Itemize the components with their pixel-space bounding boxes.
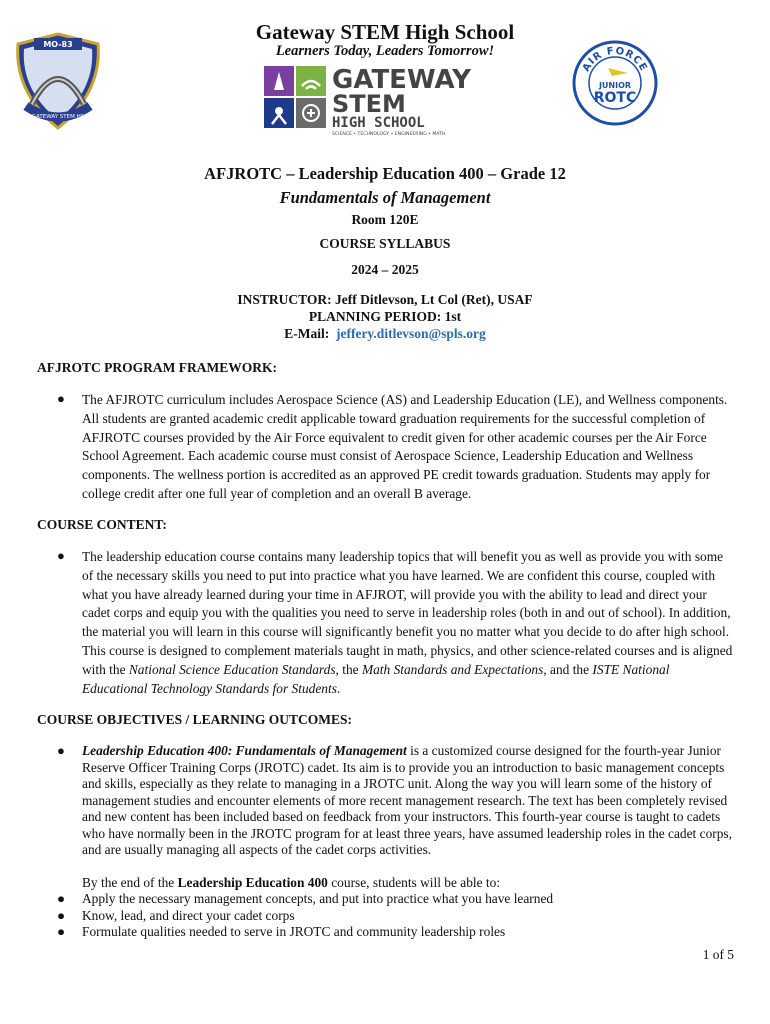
email-link[interactable]: jeffery.ditlevson@spls.org <box>335 326 486 341</box>
air-force-jrotc-logo <box>572 40 658 126</box>
instructor-line: INSTRUCTOR: Jeff Ditlevson, Lt Col (Ret), USAF <box>237 292 533 307</box>
separator-text: , the <box>335 661 362 677</box>
school-year: 2024 – 2025 <box>351 262 419 277</box>
list-item <box>57 924 553 941</box>
center-logo-line2: STEM <box>332 90 406 118</box>
content-heading: COURSE CONTENT: <box>37 517 167 532</box>
outcomes-intro-course: Leadership Education 400 <box>177 875 328 890</box>
outcome-text: Know, lead, and direct your cadet corps <box>82 907 295 923</box>
room-number: Room 120E <box>351 212 419 227</box>
right-logo-rotc: ROTC <box>593 90 637 106</box>
center-logo-line3: HIGH SCHOOL <box>332 115 425 131</box>
gateway-stem-logo <box>262 64 510 136</box>
framework-text: The AFJROTC curriculum includes Aerospace Science (AS) and Leadership Education (LE), and Wellness components. All students are granted academic credit applicable toward graduation requirements for the successful completion of AFJROTC courses provided by the Air Force equivalent to credit given for other academic courses per the Air Force School Agreement. Each academic course must consist of Aerospace Science, Leadership Education and Wellness components. The wellness portion is accredited as an approved PE credit towards graduation. Students may apply for college credit after one full year of completion and an overall B average. <box>82 392 728 501</box>
course-title: AFJROTC – Leadership Education 400 – Grade 12 <box>204 164 566 183</box>
center-logo-tagline: SCIENCE • TECHNOLOGY • ENGINEERING • MATH <box>332 132 446 136</box>
objectives-body: is a customized course designed for the fourth-year Junior Reserve Officer Training Corps (JROTC) cadet. Its aim is to provide you an introduction to basic management concepts and skills, especially as they relate to managing in a JROTC unit. Along the way you will learn some of the history of management studies and encounter elements of more recent management research. The text has been completely revised and new content has been included based on feedback from your instructors. This fourth-year course is taught to cadets who have normally been in the JROTC program for at least three years, have assumed leadership roles in the cadet corps, and are usually managing all aspects of the cadet corps activities. <box>82 743 732 857</box>
outcome-text: Formulate qualities needed to serve in JROTC and community leadership roles <box>82 924 506 940</box>
outcomes-intro-pre: By the end of the <box>82 875 178 890</box>
content-text <box>82 548 734 698</box>
bullet-icon: ● <box>57 924 66 940</box>
framework-heading: AFJROTC PROGRAM FRAMEWORK: <box>37 360 277 375</box>
school-name: Gateway STEM High School <box>255 20 515 44</box>
standard-nses: National Science Education Standards <box>128 661 336 677</box>
left-logo-top-text: MO-83 <box>43 40 73 49</box>
outcomes-intro-post: course, students will be able to: <box>327 875 501 890</box>
standard-iste: ISTE National Educational Technology Standards for Students <box>82 661 670 696</box>
objectives-text <box>82 743 734 859</box>
planning-period: PLANNING PERIOD: 1st <box>308 309 462 324</box>
right-logo-arc-text: AIR FORCE <box>580 45 650 74</box>
email-label: E-Mail: <box>284 326 330 341</box>
bullet-icon: ● <box>57 907 66 923</box>
outcome-text: Apply the necessary management concepts, and put into practice what you have learned <box>82 891 554 906</box>
school-motto: Learners Today, Leaders Tomorrow! <box>275 43 495 59</box>
standard-math: Math Standards and Expectations <box>361 661 544 677</box>
email-line <box>0 326 770 342</box>
document-type: COURSE SYLLABUS <box>319 236 451 251</box>
bullet-icon: ● <box>57 391 65 406</box>
bullet-icon: ● <box>57 891 66 906</box>
objectives-heading: COURSE OBJECTIVES / LEARNING OUTCOMES: <box>37 712 353 727</box>
objectives-course-name: Leadership Education 400: Fundamentals of Management <box>82 743 407 758</box>
course-subtitle: Fundamentals of Management <box>279 188 491 207</box>
bullet-icon: ● <box>57 743 65 758</box>
page-number: 1 of 5 <box>702 947 734 962</box>
center-logo-line1: GATEWAY <box>332 65 471 95</box>
outcomes-intro <box>82 875 500 891</box>
content-text-body: The leadership education course contains many leadership topics that will benefit you as well as provide you with some of the necessary skills you need to put into practice what you have learned. We are confident this course, coupled with what you have already learned during your time in AFJROT, will provide you with the ability to lead and direct your cadet corps and equip you with the qualities you need to serve in leadership roles (both in and out of school). In addition, the material you will learn in this course will significantly benefit you no matter what you decide to do after high school. This course is designed to complement materials taught in math, physics, and other science-related courses and is aligned with the <box>82 549 733 677</box>
separator-text: , and the <box>543 661 593 677</box>
left-logo-bottom-text: GATEWAY STEM HS <box>31 114 85 120</box>
bullet-icon: ● <box>57 548 65 563</box>
separator-text: . <box>336 680 341 696</box>
outcomes-list <box>57 891 553 941</box>
list-item <box>57 908 553 925</box>
right-logo-junior: JUNIOR <box>598 81 632 90</box>
list-item <box>57 891 553 908</box>
